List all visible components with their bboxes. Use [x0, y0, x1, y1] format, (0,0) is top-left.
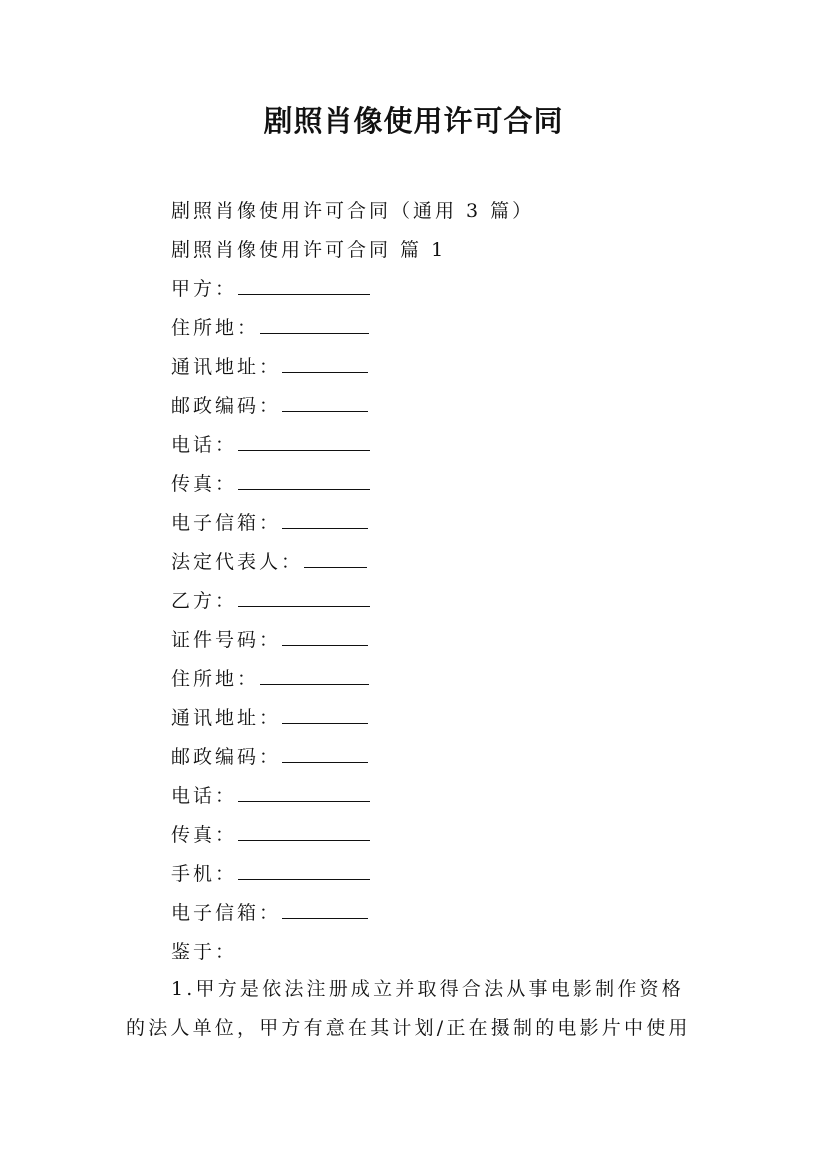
field-label: 手机：	[171, 863, 238, 885]
field-label: 乙方：	[171, 590, 238, 612]
field-label: 通讯地址：	[171, 707, 282, 729]
fill-in-blank	[304, 566, 367, 568]
fill-in-blank	[238, 605, 370, 607]
field-label: 电子信箱：	[171, 902, 282, 924]
fill-in-blank	[238, 878, 370, 880]
clause-1-paragraph	[126, 970, 706, 1048]
field-label: 传真：	[171, 824, 238, 846]
field-label: 电话：	[171, 785, 238, 807]
form-field-line	[171, 309, 731, 348]
field-label: 证件号码：	[171, 629, 282, 651]
form-field-line	[171, 504, 731, 543]
fill-in-blank	[282, 371, 368, 373]
form-field-line	[171, 465, 731, 504]
fill-in-blank	[282, 761, 368, 763]
form-field-line	[171, 270, 731, 309]
fill-in-blank	[282, 917, 368, 919]
form-field-line	[171, 660, 731, 699]
field-label: 住所地：	[171, 668, 260, 690]
fill-in-blank	[238, 839, 370, 841]
form-field-line	[171, 426, 731, 465]
form-field-line	[171, 777, 731, 816]
form-field-line	[171, 894, 731, 933]
field-label: 邮政编码：	[171, 746, 282, 768]
form-field-line	[171, 699, 731, 738]
field-label: 住所地：	[171, 317, 260, 339]
document-body	[171, 192, 731, 972]
clause-1-line-1: 1.甲方是依法注册成立并取得合法从事电影制作资格	[171, 978, 684, 1000]
field-label: 法定代表人：	[171, 551, 304, 573]
fill-in-blank	[238, 488, 370, 490]
form-field-line	[171, 543, 731, 582]
fill-in-blank	[260, 332, 369, 334]
field-label: 甲方：	[171, 278, 238, 300]
form-field-line	[171, 738, 731, 777]
field-label: 传真：	[171, 473, 238, 495]
fill-in-blank	[238, 449, 370, 451]
section-heading: 剧照肖像使用许可合同 篇 1	[171, 239, 447, 261]
fill-in-blank	[282, 722, 368, 724]
field-label: 邮政编码：	[171, 395, 282, 417]
form-field-line	[171, 816, 731, 855]
fill-in-blank	[238, 800, 370, 802]
field-label: 通讯地址：	[171, 356, 282, 378]
document-subtitle: 剧照肖像使用许可合同（通用 3 篇）	[171, 200, 535, 222]
form-field-line	[171, 582, 731, 621]
document-title: 剧照肖像使用许可合同	[263, 104, 564, 138]
clause-1-line-2: 的法人单位，甲方有意在其计划/正在摄制的电影片中使用	[126, 1017, 691, 1039]
fill-in-blank	[282, 527, 368, 529]
form-field-line	[171, 348, 731, 387]
whereas-heading: 鉴于：	[171, 941, 238, 963]
form-field-line	[171, 855, 731, 894]
field-label: 电子信箱：	[171, 512, 282, 534]
fill-in-blank	[238, 293, 370, 295]
fill-in-blank	[282, 410, 368, 412]
form-field-line	[171, 387, 731, 426]
fill-in-blank	[260, 683, 369, 685]
form-field-line	[171, 621, 731, 660]
field-label: 电话：	[171, 434, 238, 456]
fill-in-blank	[282, 644, 368, 646]
